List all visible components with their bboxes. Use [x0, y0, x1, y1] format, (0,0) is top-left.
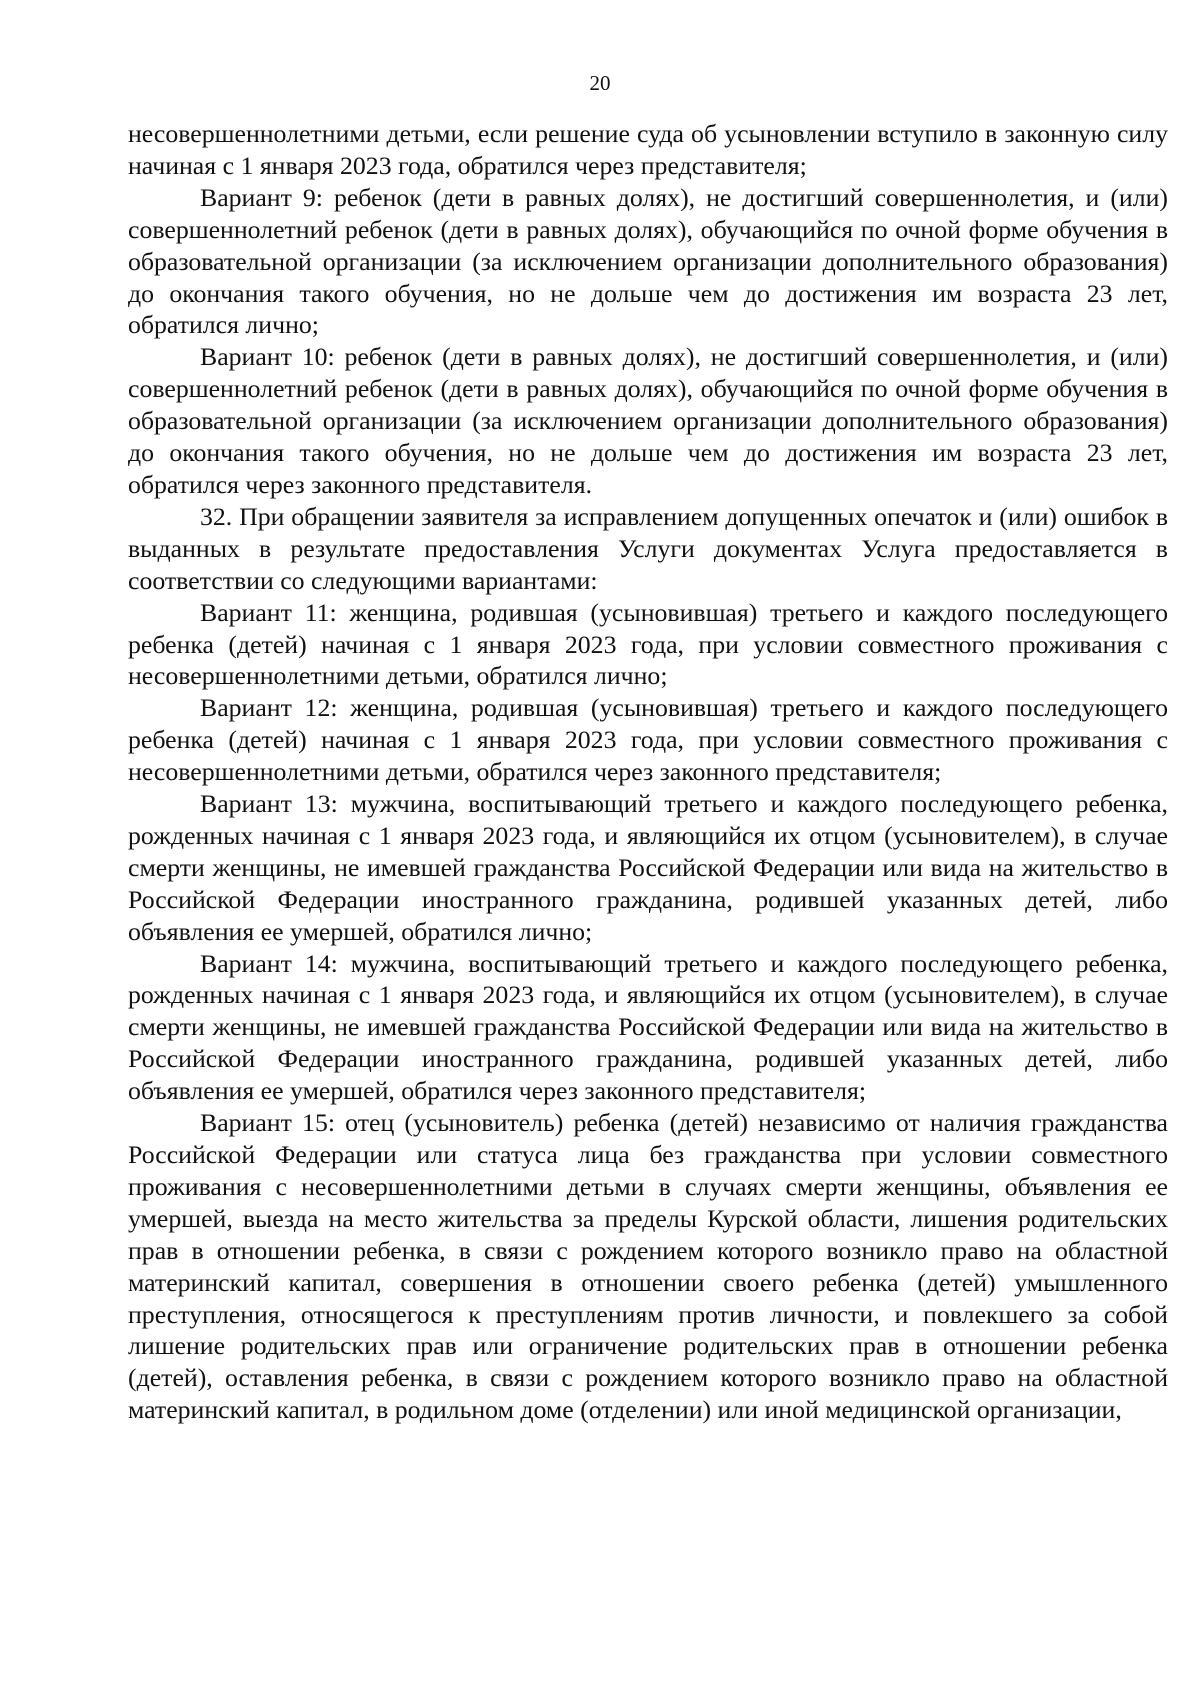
paragraph: Вариант 9: ребенок (дети в равных долях), не достигший совершеннолетия, и (или) совершеннолетний ребенок (дети в равных долях), обучающийся по очной форме обучения в образовательной организации (за исключением организации дополнительного образования) до окончания такого обучения, но не дольше чем до достижения им возраста 23 лет, обратился лично;	[128, 182, 1168, 340]
paragraph: Вариант 13: мужчина, воспитывающий третьего и каждого последующего ребенка, рожденных начиная с 1 января 2023 года, и являющийся их отцом (усыновителем), в случае смерти женщины, не имевшей гражданства Российской Федерации или вида на жительство в Российской Федерации иностранного гражданина, родившей указанных детей, либо объявления ее умершей, обратился лично;	[128, 789, 1168, 946]
paragraph: 32. При обращении заявителя за исправлением допущенных опечаток и (или) ошибок в выданных в результате предоставления Услуги документах Услуга предоставляется в соответствии со следующими вариантами:	[128, 501, 1168, 595]
paragraph: Вариант 14: мужчина, воспитывающий третьего и каждого последующего ребенка, рожденных начиная с 1 января 2023 года, и являющийся их отцом (усыновителем), в случае смерти женщины, не имевшей гражданства Российской Федерации или вида на жительство в Российской Федерации иностранного гражданина, родившей указанных детей, либо объявления ее умершей, обратился через законного представителя;	[128, 948, 1168, 1106]
page-number: 20	[589, 71, 611, 95]
paragraph: Вариант 10: ребенок (дети в равных долях), не достигший совершеннолетия, и (или) совершеннолетний ребенок (дети в равных долях), обучающийся по очной форме обучения в образовательной организации (за исключением организации дополнительного образования) до окончания такого обучения, но не дольше чем до достижения им возраста 23 лет, обратился через законного представителя.	[128, 342, 1168, 499]
paragraph: несовершеннолетними детьми, если решение суда об усыновлении вступило в законную силу начиная с 1 января 2023 года, обратился через представителя;	[128, 119, 1168, 180]
paragraph: Вариант 11: женщина, родившая (усыновившая) третьего и каждого последующего ребенка (детей) начиная с 1 января 2023 года, при условии совместного проживания с несовершеннолетними детьми, обратился лично;	[128, 597, 1168, 691]
document-body	[128, 118, 1168, 1426]
paragraph: Вариант 15: отец (усыновитель) ребенка (детей) независимо от наличия гражданства Российской Федерации или статуса лица без гражданства при условии совместного проживания с несовершеннолетними детьми в случаях смерти женщины, объявления ее умершей, выезда на место жительства за пределы Курской области, лишения родительских прав в отношении ребенка, в связи с рождением которого возникло право на областной материнский капитал, совершения в отношении своего ребенка (детей) умышленного преступления, относящегося к преступлениям против личности, и повлекшего за собой лишение родительских прав или ограничение родительских прав в отношении ребенка (детей), оставления ребенка, в связи с рождением которого возникло право на областной материнский капитал, в родильном доме (отделении) или иной медицинской организации,	[128, 1108, 1168, 1425]
paragraph: Вариант 12: женщина, родившая (усыновившая) третьего и каждого последующего ребенка (детей) начиная с 1 января 2023 года, при условии совместного проживания с несовершеннолетними детьми, обратился через законного представителя;	[128, 693, 1168, 787]
